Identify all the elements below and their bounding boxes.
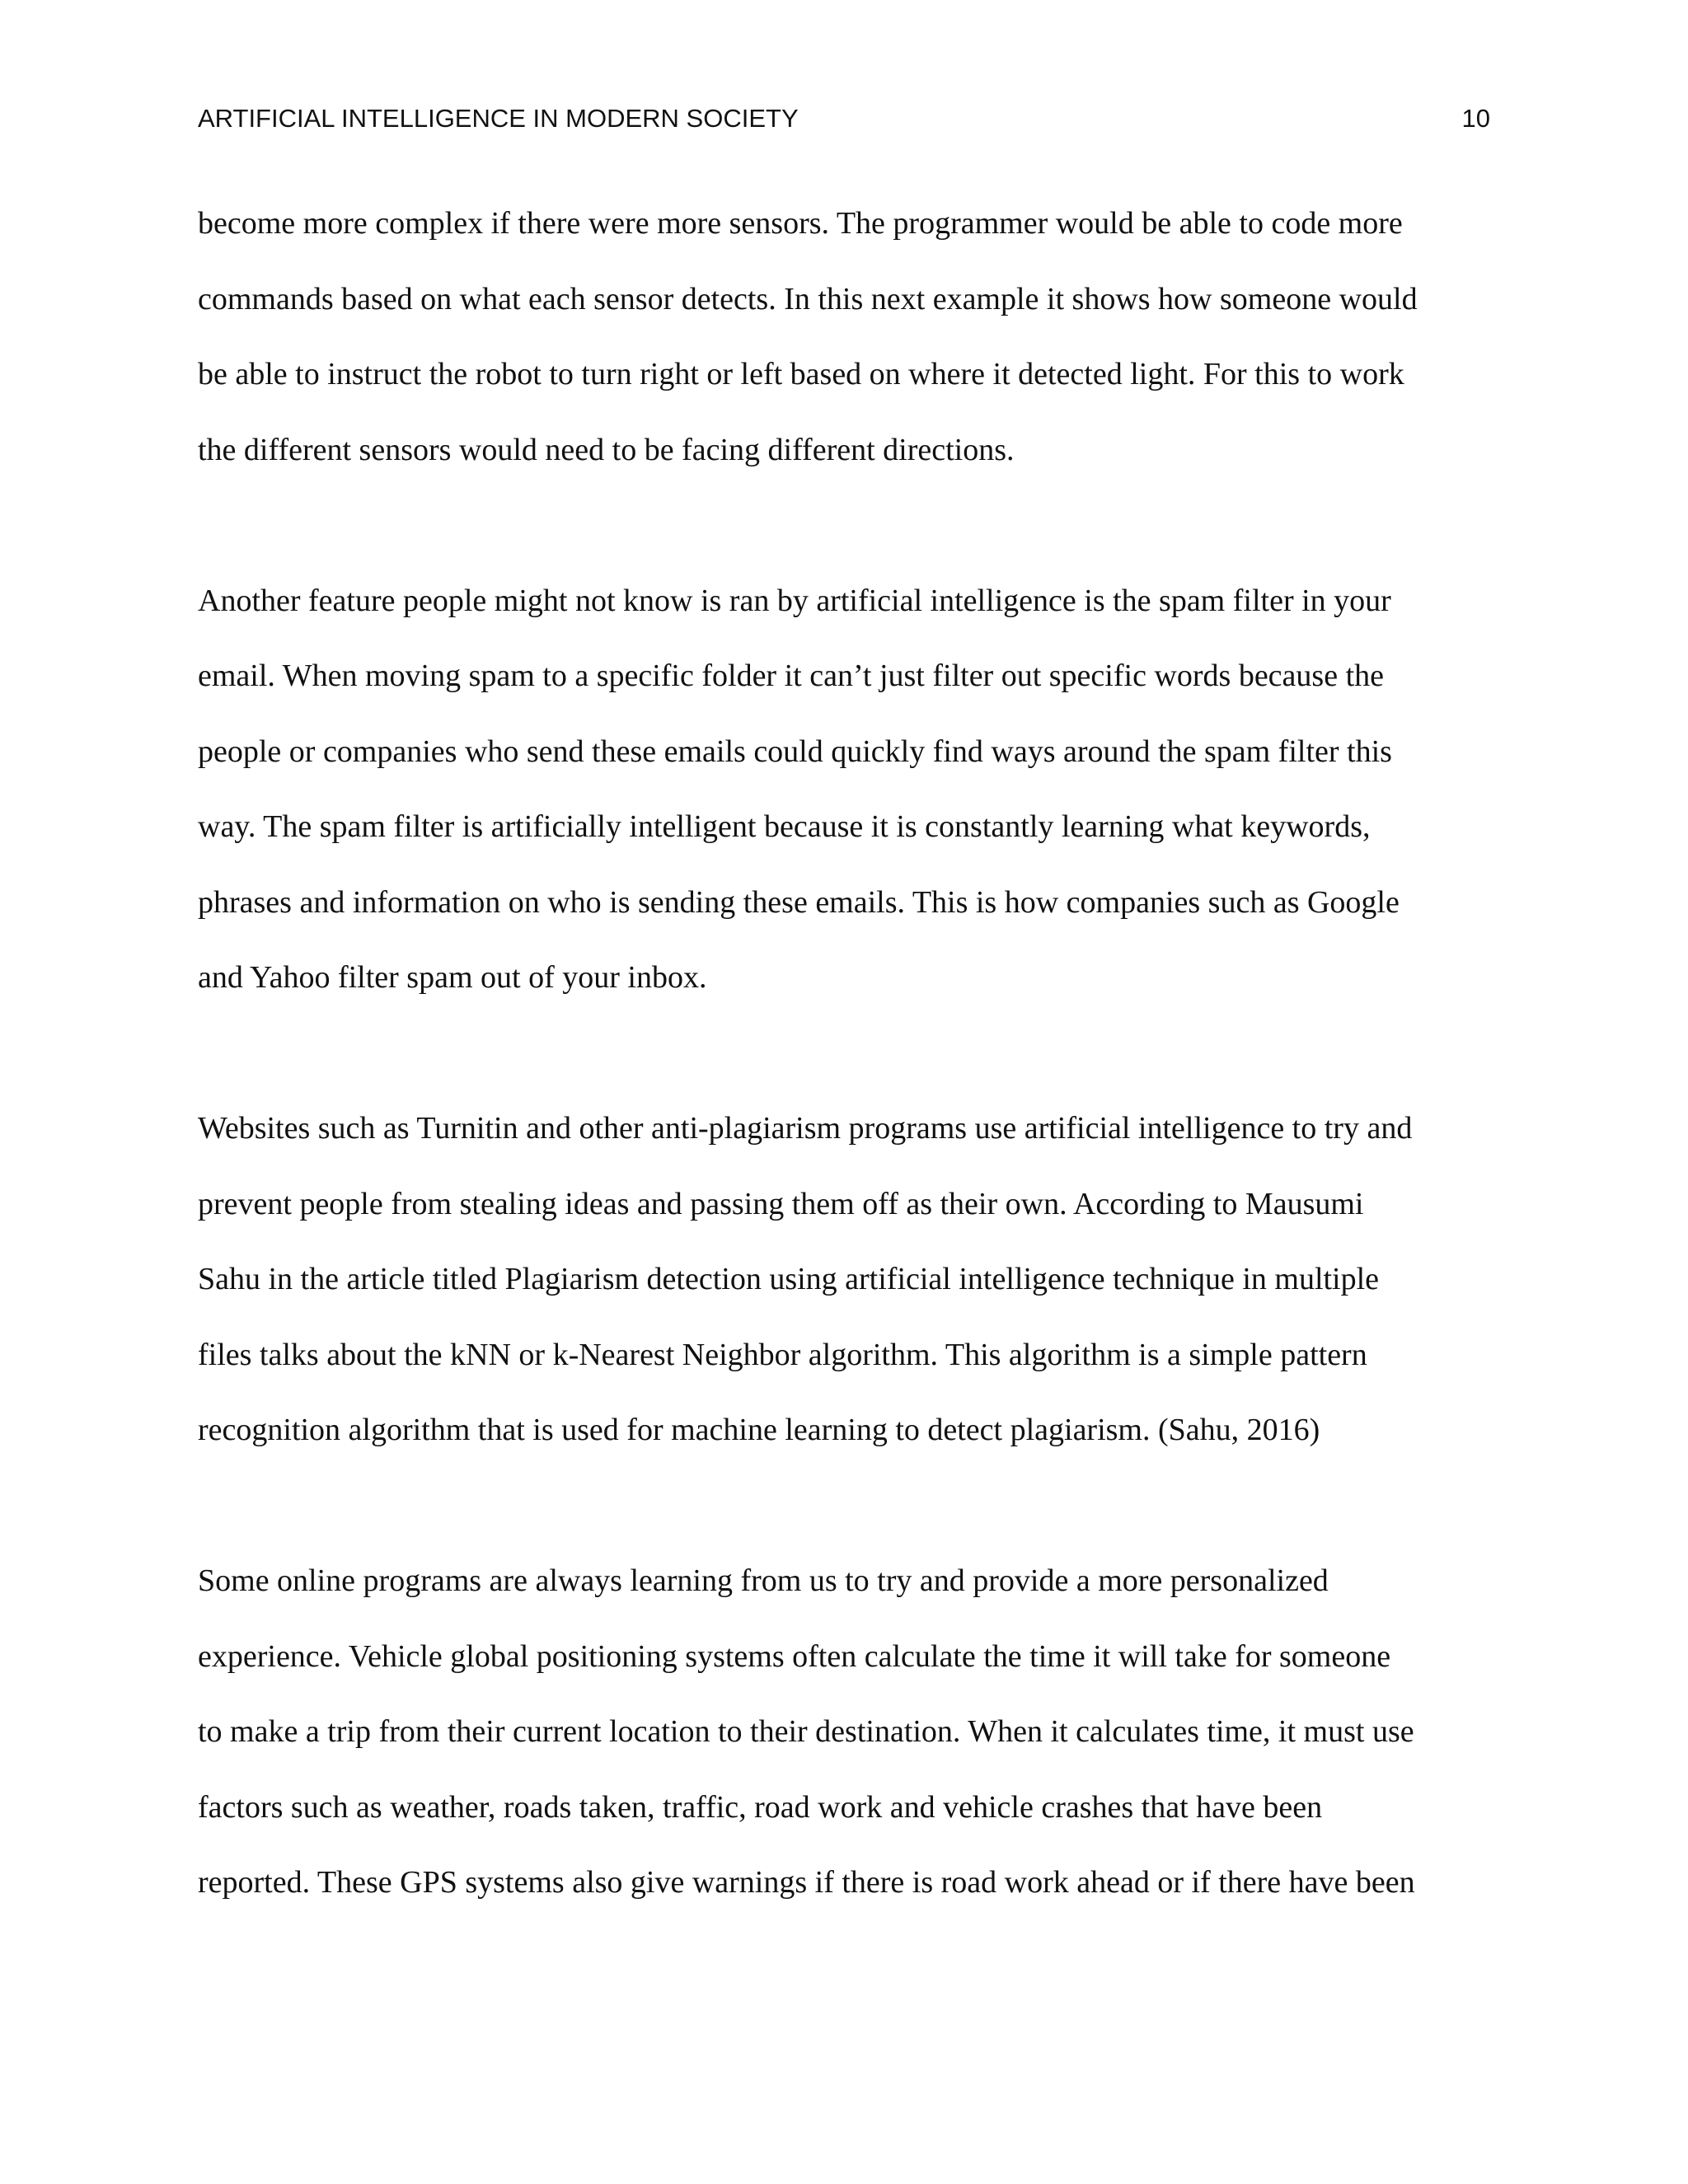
- text-line: reported. These GPS systems also give warnings if there is road work ahead or if there have been: [198, 1865, 1415, 1900]
- paragraph-gps: [198, 1544, 1492, 1921]
- text-line: prevent people from stealing ideas and passing them off as their own. According to Mausumi: [198, 1186, 1364, 1221]
- text-line: be able to instruct the robot to turn right or left based on where it detected light. For this to work: [198, 357, 1404, 391]
- text-line: phrases and information on who is sending these emails. This is how companies such as Google: [198, 884, 1400, 920]
- text-line: experience. Vehicle global positioning systems often calculate the time it will take for someone: [198, 1638, 1391, 1674]
- text-line: commands based on what each sensor detects. In this next example it shows how someone would: [198, 281, 1418, 316]
- running-head-title: ARTIFICIAL INTELLIGENCE IN MODERN SOCIETY: [198, 104, 799, 133]
- text-line: Some online programs are always learning from us to try and provide a more personalized: [198, 1563, 1329, 1598]
- text-line: recognition algorithm that is used for machine learning to detect plagiarism. (Sahu, 2016): [198, 1413, 1320, 1447]
- body-text: [198, 186, 1492, 1921]
- text-line: and Yahoo filter spam out of your inbox.: [198, 960, 707, 995]
- paragraph-plagiarism: [198, 1091, 1492, 1469]
- text-line: factors such as weather, roads taken, traffic, road work and vehicle crashes that have been: [198, 1789, 1323, 1825]
- text-line: Websites such as Turnitin and other anti-plagiarism programs use artificial intelligence to try and: [198, 1111, 1413, 1146]
- text-line: files talks about the kNN or k-Nearest Neighbor algorithm. This algorithm is a simple pattern: [198, 1337, 1367, 1372]
- text-line: to make a trip from their current location to their destination. When it calculates time, it must use: [198, 1714, 1414, 1749]
- paragraph-spacer: [198, 488, 1492, 564]
- text-line: people or companies who send these emails could quickly find ways around the spam filter this: [198, 733, 1392, 769]
- paragraph-sensors: [198, 186, 1492, 488]
- text-line: email. When moving spam to a specific folder it can’t just filter out specific words because the: [198, 658, 1384, 693]
- page-number: 10: [1461, 104, 1490, 133]
- paragraph-spacer: [198, 1469, 1492, 1544]
- text-line: Sahu in the article titled Plagiarism detection using artificial intelligence technique in multiple: [198, 1262, 1380, 1296]
- text-line: Another feature people might not know is ran by artificial intelligence is the spam filter in your: [198, 583, 1391, 618]
- paragraph-spacer: [198, 1016, 1492, 1092]
- text-line: the different sensors would need to be facing different directions.: [198, 432, 1015, 467]
- running-head: [198, 101, 1490, 137]
- text-line: way. The spam filter is artificially intelligent because it is constantly learning what keywords,: [198, 809, 1371, 844]
- text-line: become more complex if there were more sensors. The programmer would be able to code more: [198, 206, 1403, 241]
- paragraph-spam-filter: [198, 564, 1492, 1016]
